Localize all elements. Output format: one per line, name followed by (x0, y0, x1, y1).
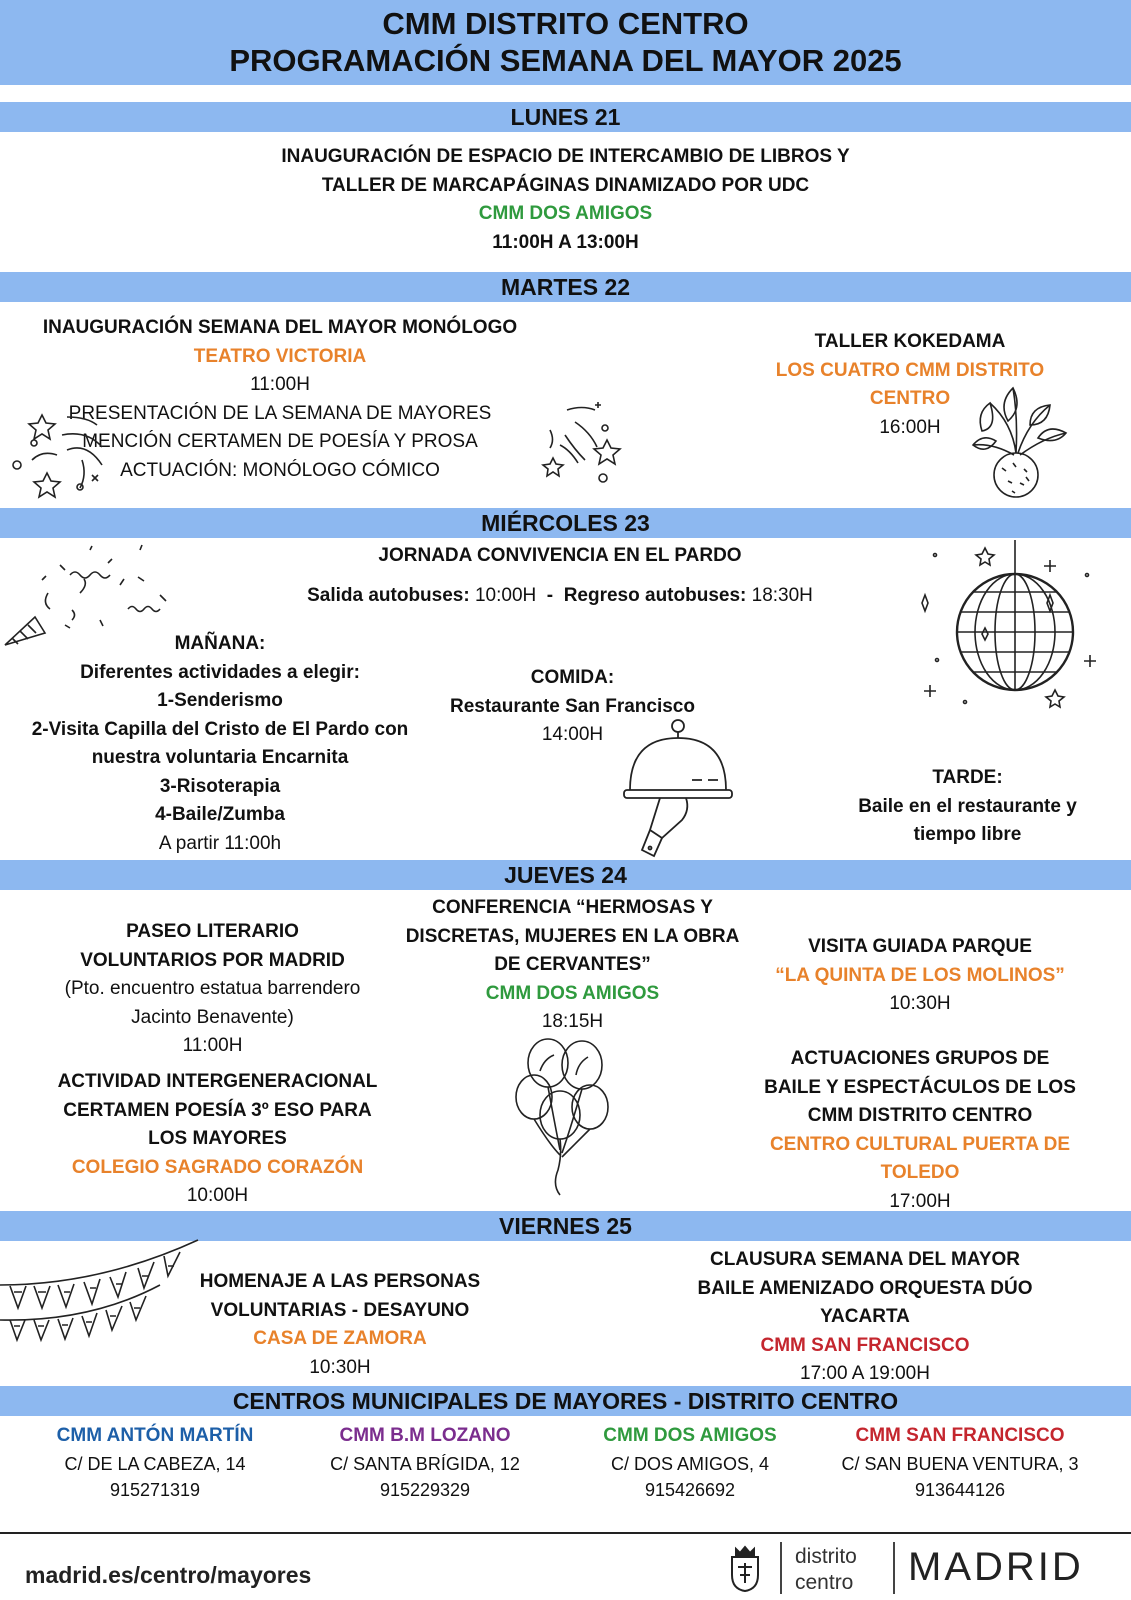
centro-item (555, 1422, 825, 1503)
visita-place: “LA QUINTA DE LOS MOLINOS” (775, 964, 1065, 986)
day-heading-martes: MARTES 22 (0, 272, 1131, 302)
manana-item-3: 3-Risoterapia (159, 775, 281, 797)
viernes-homenaje (185, 1268, 495, 1382)
centro-phone: 915229329 (379, 1479, 471, 1500)
manana-item-4: 4-Baile/Zumba (155, 804, 285, 825)
conferencia-title-1: CONFERENCIA “HERMOSAS Y (432, 897, 713, 918)
lunes-title-1: INAUGURACIÓN DE ESPACIO DE INTERCAMBIO DE LIBROS Y (281, 146, 850, 167)
day-heading-jueves: JUEVES 24 (0, 860, 1131, 890)
homenaje-time: 10:30H (309, 1356, 371, 1378)
header-title-line2: PROGRAMACIÓN SEMANA DEL MAYOR 2025 (229, 43, 902, 78)
kokedama-plant-icon (968, 383, 1078, 508)
centro-name: CMM ANTÓN MARTÍN (56, 1425, 254, 1446)
jueves-visita (740, 933, 1100, 1019)
miercoles-manana (10, 630, 430, 858)
homenaje-place: CASA DE ZAMORA (253, 1328, 427, 1349)
actuaciones-title-2: BAILE Y ESPECTÁCULOS DE LOS (764, 1076, 1076, 1098)
footer-logo-divider (780, 1542, 782, 1594)
salida-time: 10:00H (469, 585, 537, 606)
miercoles-bus-times (250, 582, 870, 611)
serving-cloche-icon (620, 720, 740, 860)
clausura-title-2: BAILE AMENIZADO ORQUESTA DÚO (697, 1277, 1033, 1299)
centro-item (20, 1422, 290, 1503)
clausura-time: 17:00 A 19:00H (800, 1363, 930, 1384)
martes-left-time: 11:00H (250, 374, 310, 395)
centro-name: CMM SAN FRANCISCO (855, 1425, 1065, 1446)
actuaciones-place-1: CENTRO CULTURAL PUERTA DE (769, 1133, 1071, 1155)
centro-phone: 915271319 (109, 1479, 201, 1500)
page-header (0, 0, 1131, 85)
visita-time: 10:30H (889, 993, 951, 1014)
manana-time: A partir 11:00h (158, 832, 282, 854)
martes-right-time: 16:00H (879, 416, 941, 438)
lunes-place: CMM DOS AMIGOS (478, 203, 653, 224)
header-title-line1: CMM DISTRITO CENTRO (382, 6, 749, 41)
martes-right-title: TALLER KOKEDAMA (814, 331, 1006, 352)
madrid-coat-of-arms-icon (728, 1545, 762, 1593)
bus-separator: - (536, 585, 564, 606)
centro-item (290, 1422, 560, 1503)
homenaje-title-2: VOLUNTARIAS - DESAYUNO (210, 1299, 470, 1321)
paseo-note-2: Jacinto Benavente) (131, 1006, 294, 1028)
jueves-actuaciones (740, 1045, 1100, 1216)
lunes-title-2: TALLER DE MARCAPÁGINAS DINAMIZADO POR UDC (321, 174, 810, 196)
martes-left-event (40, 314, 520, 485)
conferencia-title-3: DE CERVANTES” (494, 954, 651, 975)
confetti-right-icon (545, 400, 635, 490)
tarde-line2: tiempo libre (913, 824, 1022, 845)
tarde-line1: Baile en el restaurante y (858, 795, 1077, 817)
footer-logo-divider-2 (893, 1542, 895, 1594)
martes-left-place: TEATRO VICTORIA (193, 345, 367, 367)
manana-title: MAÑANA: (174, 633, 266, 654)
paseo-title-1: PASEO LITERARIO (126, 921, 299, 942)
martes-right-place1: LOS CUATRO CMM DISTRITO (775, 359, 1045, 381)
paseo-note-1: (Pto. encuentro estatua barrendero (64, 978, 361, 999)
manana-item-1: 1-Senderismo (157, 690, 283, 711)
bunting-flags-icon (0, 1240, 200, 1350)
centro-address: C/ SANTA BRÍGIDA, 12 (330, 1453, 520, 1474)
viernes-clausura (660, 1246, 1070, 1389)
martes-right-place2: CENTRO (869, 388, 951, 409)
conferencia-time: 18:15H (541, 1011, 604, 1032)
distrito-centro-logo (795, 1544, 857, 1596)
confetti-left-icon (12, 405, 112, 505)
madrid-logo-text: MADRID (908, 1545, 1084, 1589)
day-heading-viernes: VIERNES 25 (0, 1211, 1131, 1241)
jueves-conferencia (390, 894, 755, 1037)
comida-time: 14:00H (541, 724, 604, 745)
actividad-title-3: LOS MAYORES (148, 1128, 287, 1149)
martes-left-line2: MENCIÓN CERTAMEN DE POESÍA Y PROSA (82, 431, 478, 452)
actividad-title-2: CERTAMEN POESÍA 3º ESO PARA (63, 1099, 372, 1121)
actividad-time: 10:00H (186, 1185, 249, 1206)
actuaciones-place-2: TOLEDO (880, 1162, 960, 1183)
centro-address: C/ SAN BUENA VENTURA, 3 (841, 1453, 1079, 1474)
day-heading-lunes: LUNES 21 (0, 102, 1131, 132)
day-heading-miercoles: MIÉRCOLES 23 (0, 508, 1131, 538)
regreso-label: Regreso autobuses: (563, 585, 747, 606)
actuaciones-title-3: CMM DISTRITO CENTRO (807, 1105, 1033, 1126)
comida-title: COMIDA: (530, 667, 615, 688)
conferencia-title-2: DISCRETAS, MUJERES EN LA OBRA (405, 925, 740, 947)
actuaciones-time: 17:00H (889, 1190, 951, 1212)
manana-item-2a: 2-Visita Capilla del Cristo de El Pardo con (31, 718, 409, 740)
centro-address: C/ DOS AMIGOS, 4 (610, 1453, 770, 1474)
miercoles-tarde (830, 764, 1105, 850)
clausura-title-1: CLAUSURA SEMANA DEL MAYOR (709, 1249, 1020, 1270)
jueves-actividad (30, 1068, 405, 1211)
party-horn-icon (0, 545, 180, 655)
footer-divider (0, 1532, 1131, 1534)
tarde-title: TARDE: (932, 767, 1003, 788)
martes-left-line3: ACTUACIÓN: MONÓLOGO CÓMICO (120, 459, 440, 481)
centro-phone: 913644126 (914, 1479, 1006, 1500)
centro-name: CMM B.M LOZANO (339, 1425, 511, 1446)
jueves-paseo (30, 918, 395, 1061)
centro-name: CMM DOS AMIGOS (603, 1425, 777, 1446)
lunes-time: 11:00H A 13:00H (492, 231, 639, 253)
miercoles-title: JORNADA CONVIVENCIA EN EL PARDO (378, 545, 742, 566)
paseo-time: 11:00H (182, 1035, 243, 1056)
centros-heading: CENTROS MUNICIPALES DE MAYORES - DISTRITO CENTRO (0, 1386, 1131, 1416)
comida-place: Restaurante San Francisco (450, 695, 695, 717)
footer-url-link[interactable]: madrid.es/centro/mayores (25, 1562, 312, 1588)
centro-label: centro (795, 1571, 854, 1594)
manana-subtitle: Diferentes actividades a elegir: (80, 661, 360, 683)
distrito-label: distrito (795, 1545, 857, 1568)
martes-left-title: INAUGURACIÓN SEMANA DEL MAYOR MONÓLOGO (42, 317, 518, 338)
visita-title: VISITA GUIADA PARQUE (808, 936, 1032, 957)
actividad-place: COLEGIO SAGRADO CORAZÓN (71, 1156, 364, 1178)
centro-phone: 915426692 (644, 1479, 736, 1500)
centro-address: C/ DE LA CABEZA, 14 (64, 1453, 246, 1474)
balloons-icon (510, 1035, 620, 1200)
regreso-time: 18:30H (746, 585, 813, 606)
disco-ball-icon (915, 540, 1115, 720)
salida-label: Salida autobuses: (307, 585, 470, 606)
manana-item-2b: nuestra voluntaria Encarnita (91, 747, 349, 768)
conferencia-place: CMM DOS AMIGOS (485, 982, 660, 1004)
centro-item (820, 1422, 1100, 1503)
clausura-title-3: YACARTA (820, 1306, 910, 1327)
martes-left-line1: PRESENTACIÓN DE LA SEMANA DE MAYORES (68, 402, 492, 424)
homenaje-title-1: HOMENAJE A LAS PERSONAS (199, 1271, 481, 1292)
lunes-event (0, 143, 1131, 257)
actividad-title-1: ACTIVIDAD INTERGENERACIONAL (57, 1071, 378, 1092)
paseo-title-2: VOLUNTARIOS POR MADRID (80, 949, 345, 971)
clausura-place: CMM SAN FRANCISCO (760, 1334, 970, 1356)
actuaciones-title-1: ACTUACIONES GRUPOS DE (790, 1048, 1050, 1069)
